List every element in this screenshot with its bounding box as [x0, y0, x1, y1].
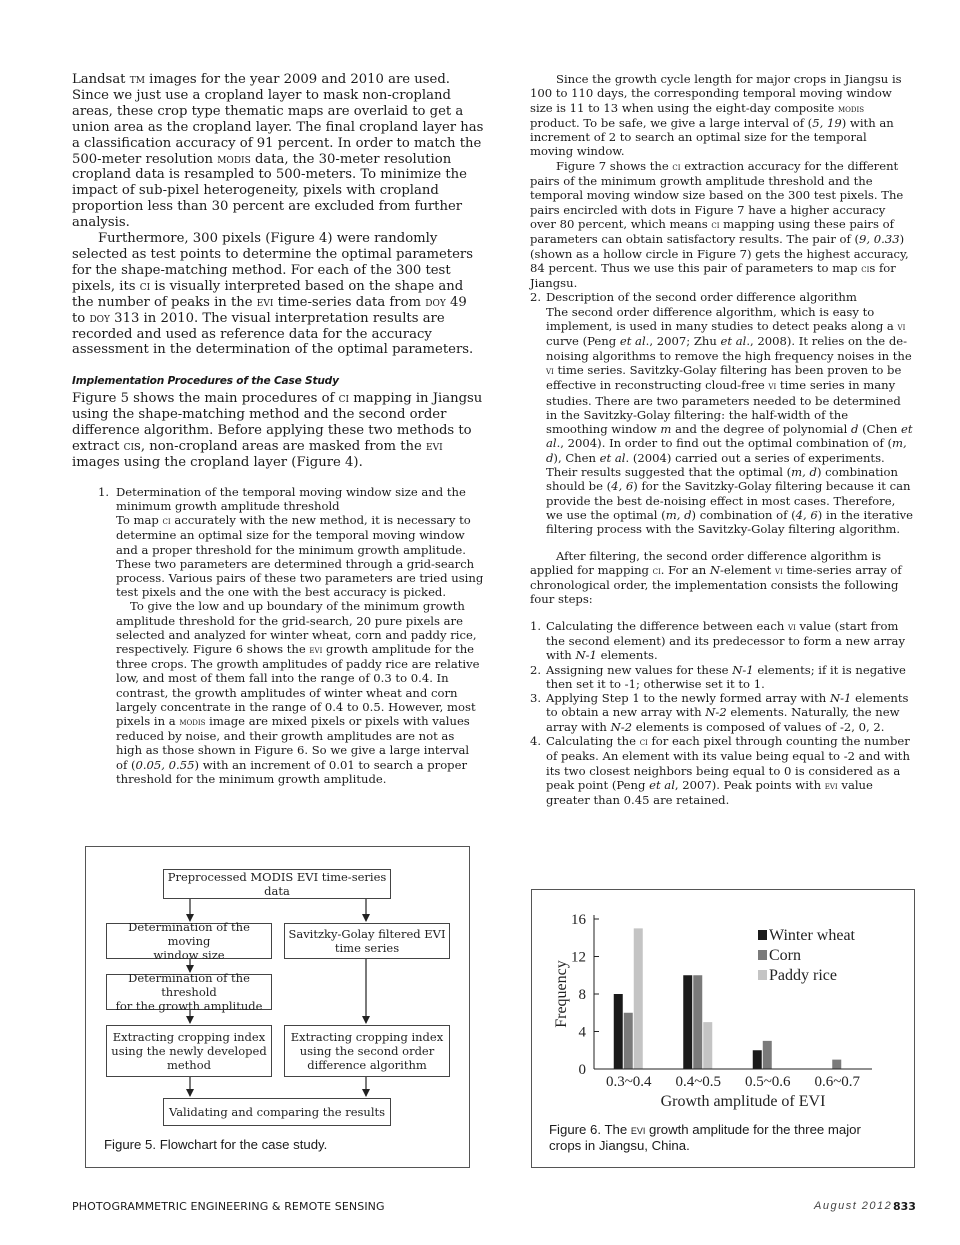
x-axis-label: Growth amplitude of EVI [660, 1093, 826, 1110]
algorithm-list [530, 290, 913, 536]
list-item: 2. Assigning new values for these N-1 elements; if it is negative then set it to -1; otherwise set it to 1. [530, 662, 906, 691]
y-tick-label: 4 [578, 1024, 586, 1041]
right-paragraph-2: Figure 7 shows the ci extraction accuracy for the different pairs of the minimum growth amplitude threshold and the temporal moving window size based on the 300 test pixels. The pairs encircled with dots in Figure 7 have a higher accuracy over 80 percent, which means ci mapping using these pairs of parameters can obtain satisfactory results. The pair of (9, 0.33) (shown as a hollow circle in Figure 7) gets the highest accuracy, 84 percent. Thus we use this pair of parameters to map cis for Jiangsu. [530, 158, 909, 291]
footer-journal-name: PHOTOGRAMMETRIC ENGINEERING & REMOTE SENSING [72, 1200, 385, 1213]
x-tick-label: 0.5~0.6 [744, 1074, 791, 1090]
figure-6-bar-chart [531, 889, 915, 1168]
procedure-list [72, 485, 484, 786]
figure-6-caption: Figure 6. The evi growth amplitude for the three major crops in Jiangsu, China. [549, 1122, 861, 1153]
legend-swatch [758, 930, 767, 940]
steps-list [530, 619, 913, 808]
section-subheading: Implementation Procedures of the Case Study [72, 375, 339, 388]
list-item: 1. Determination of the temporal moving window size and the minimum growth amplitude threshold To map ci accurately with the new method, it is necessary to determine an optimal size for the temporal moving window and a proper threshold for the minimum growth amplitude. These two parameters are determined through a grid-search process. Various pairs of these two parameters are tried using test pixels and the one with the best accuracy is picked. To give the low and up boundary of the minimum growth amplitude threshold for the grid-search, 20 pure pixels are selected and analyzed for winter wheat, corn and paddy rice, respectively. Figure 6 shows the evi growth amplitude for the three crops. The growth amplitudes of paddy rice are relative low, and most of them fall into the range of 0.3 to 0.4. In contrast, the growth amplitudes of winter wheat and corn largely concentrate in the range of 0.4 to 0.5. However, most pixels in a modis image are mixed pixels or pixels with values reduced by noise, and their growth amplitudes are not as high as those shown in Figure 6. So we give a large interval of (0.05, 0.55) with an increment of 0.01 to search a proper threshold for the minimum growth amplitude. [98, 484, 484, 786]
figure-5-flowchart [85, 846, 470, 1168]
x-tick-label: 0.3~0.4 [605, 1074, 652, 1090]
figure-5-caption: Figure 5. Flowchart for the case study. [104, 1137, 328, 1152]
left-paragraph-3: Figure 5 shows the main procedures of ci mapping in Jiangsu using the shape-matching method and the second order difference algorithm. Before applying these two methods to extract cis, non-cropland areas are masked from the evi images using the cropland layer (Figure 4). [72, 391, 483, 470]
right-paragraph-3: After filtering, the second order difference algorithm is applied for mapping ci. For an N-element vi time-series array of chronological order, the implementation consists the following four steps: [530, 548, 902, 607]
legend-swatch [758, 970, 767, 980]
legend-label: Paddy rice [769, 967, 837, 984]
list-item: 3. Applying Step 1 to the newly formed array with N-1 elements to obtain a new array with N-2 elements. Naturally, the new array with N-2 elements is composed of values of -2, 0, 2. [530, 691, 909, 734]
flow-box-threshold: Determination of the threshold for the growth amplitude [106, 974, 272, 1010]
bar-paddy-rice [703, 1022, 712, 1069]
y-tick-label: 16 [571, 912, 586, 928]
flow-box-preprocessed: Preprocessed MODIS EVI time-series data [163, 869, 391, 899]
list-item-title: Determination of the temporal moving window size and the minimum growth amplitude threshold [116, 484, 466, 513]
bar-winter-wheat [683, 975, 692, 1069]
left-paragraph-1: Landsat tm images for the year 2009 and 2010 are used. Since we just use a cropland layer to mask non-cropland areas, these crop type thematic maps are overlaid to get a union area as the cropland layer. The final cropland layer has a classification accuracy of 91 percent. In order to match the 500-meter resolution modis data, the 30-meter resolution cropland data is resampled to 500-meters. To minimize the impact of sub-pixel heterogeneity, pixels with cropland proportion less than 30 percent are excluded from further analysis. [72, 72, 484, 231]
y-tick-label: 8 [578, 987, 586, 1003]
list-item-paragraph: The second order difference algorithm, which is easy to implement, is used in many studies to detect peaks along a vi curve (Peng et al., 2007; Zhu et al., 2008). It relies on the de-noising algorithms to remove the high frequency noises in the vi time series. Savitzky-Golay filtering has been proven to be effective in reconstructing cloud-free vi time series in many studies. There are two parameters needed to be determined in the Savitzky-Golay filtering: the half-width of the smoothing window m and the degree of polynomial d (Chen et al., 2004). In order to find out the optimal combination of (m, d), Chen et al. (2004) carried out a series of experiments. Their results suggested that the optimal (m, d) combination should be (4, 6) for the Savitzky-Golay filtering because it can provide the best de-noising effect in most cases. Therefore, we use the optimal (m, d) combination of (4, 6) in the iterative filtering process with the Savitzky-Golay filtering algorithm. [546, 304, 913, 537]
bar-chart-svg [532, 890, 912, 1118]
bar-corn [763, 1041, 772, 1069]
bar-corn [832, 1060, 841, 1069]
bar-corn [624, 1013, 633, 1069]
bar-paddy-rice [634, 928, 643, 1069]
left-column [72, 72, 484, 786]
x-tick-label: 0.4~0.5 [675, 1074, 722, 1090]
y-tick-label: 12 [571, 949, 586, 966]
list-item: 4. Calculating the ci for each pixel through counting the number of peaks. An element with its value being equal to -2 and with its two closest neighbors being equal to 0 is considered as a peak point (Peng et al, 2007). Peak points with evi value greater than 0.45 are retained. [530, 734, 910, 808]
bar-winter-wheat [753, 1050, 762, 1069]
legend-label: Corn [769, 947, 801, 964]
list-item: 1. Calculating the difference between each vi value (start from the second element) and its predecessor to form a new array with N-1 elements. [530, 618, 906, 663]
left-paragraph-2: Furthermore, 300 pixels (Figure 4) were randomly selected as test points to determine the optimal parameters for the shape-matching method. For each of the 300 test pixels, its ci is visually interpreted based on the shape and the number of peaks in the evi time-series data from doy 49 to doy 313 in 2010. The visual interpretation results are recorded and used as reference data for the accuracy assessment in the determination of the optimal parameters. [72, 231, 474, 358]
x-tick-label: 0.6~0.7 [814, 1074, 861, 1090]
flow-box-moving-window: Determination of the moving window size [106, 923, 272, 959]
bar-winter-wheat [614, 994, 623, 1069]
bar-corn [693, 975, 702, 1069]
flow-box-savitzky-golay: Savitzky-Golay filtered EVI time series [284, 923, 450, 959]
list-item-title: Description of the second order difference algorithm [546, 290, 857, 305]
legend-label: Winter wheat [769, 927, 855, 944]
y-tick-label: 0 [578, 1062, 586, 1078]
footer-date: August 2012 [814, 1200, 893, 1212]
right-paragraph-1: Since the growth cycle length for major crops in Jiangsu is 100 to 110 days, the corresponding temporal moving window size is 11 to 13 when using the eight-day composite modis product. To be safe, we give a large interval of (5, 19) with an increment of 2 to search an optimal size for the temporal moving window. [530, 72, 902, 159]
list-item: 2. Description of the second order difference algorithm The second order difference algorithm, which is easy to implement, is used in many studies to detect peaks along a vi curve (Peng et al., 2007; Zhu et al., 2008). It relies on the de-noising algorithms to remove the high frequency noises in the vi time series. Savitzky-Golay filtering has been proven to be effective in reconstructing cloud-free vi time series in many studies. There are two parameters needed to be determined in the Savitzky-Golay filtering: the half-width of the smoothing window m and the degree of polynomial d (Chen et al., 2004). In order to find out the optimal combination of (m, d), Chen et al. (2004) carried out a series of experiments. Their results suggested that the optimal (m, d) combination should be (4, 6) for the Savitzky-Golay filtering because it can provide the best de-noising effect in most cases. Therefore, we use the optimal (m, d) combination of (4, 6) in the iterative filtering process with the Savitzky-Golay filtering algorithm. [530, 290, 913, 537]
page-number: 833 [893, 1200, 916, 1213]
list-item-paragraph: To map ci accurately with the new method, it is necessary to determine an optimal size for the temporal moving window and a proper threshold for the minimum growth amplitude. These two parameters are determined through a grid-search process. Various pairs of these two parameters are tried using test pixels and the one with the best accuracy is picked. [116, 513, 484, 600]
y-axis-label: Frequency [553, 960, 570, 1028]
right-column [530, 72, 913, 808]
flow-box-validate: Validating and comparing the results [163, 1098, 391, 1126]
flow-box-extract-new-method: Extracting cropping index using the newly developed method [106, 1025, 272, 1077]
flow-box-extract-second-order: Extracting cropping index using the second order difference algorithm [284, 1025, 450, 1077]
list-item-paragraph: To give the low and up boundary of the minimum growth amplitude threshold for the grid-search, 20 pure pixels are selected and analyzed for winter wheat, corn and paddy rice, respectively. Figure 6 shows the evi growth amplitude for the three crops. The growth amplitudes of paddy rice are relative low, and most of them fall into the range of 0.3 to 0.4. In contrast, the growth amplitudes of winter wheat and corn largely concentrate in the range of 0.4 to 0.5. However, most pixels in a modis image are mixed pixels or pixels with values reduced by noise, and their growth amplitudes are not as high as those shown in Figure 6. So we give a large interval of (0.05, 0.55) with an increment of 0.01 to search a proper threshold for the minimum growth amplitude. [116, 599, 480, 786]
legend-swatch [758, 950, 767, 960]
